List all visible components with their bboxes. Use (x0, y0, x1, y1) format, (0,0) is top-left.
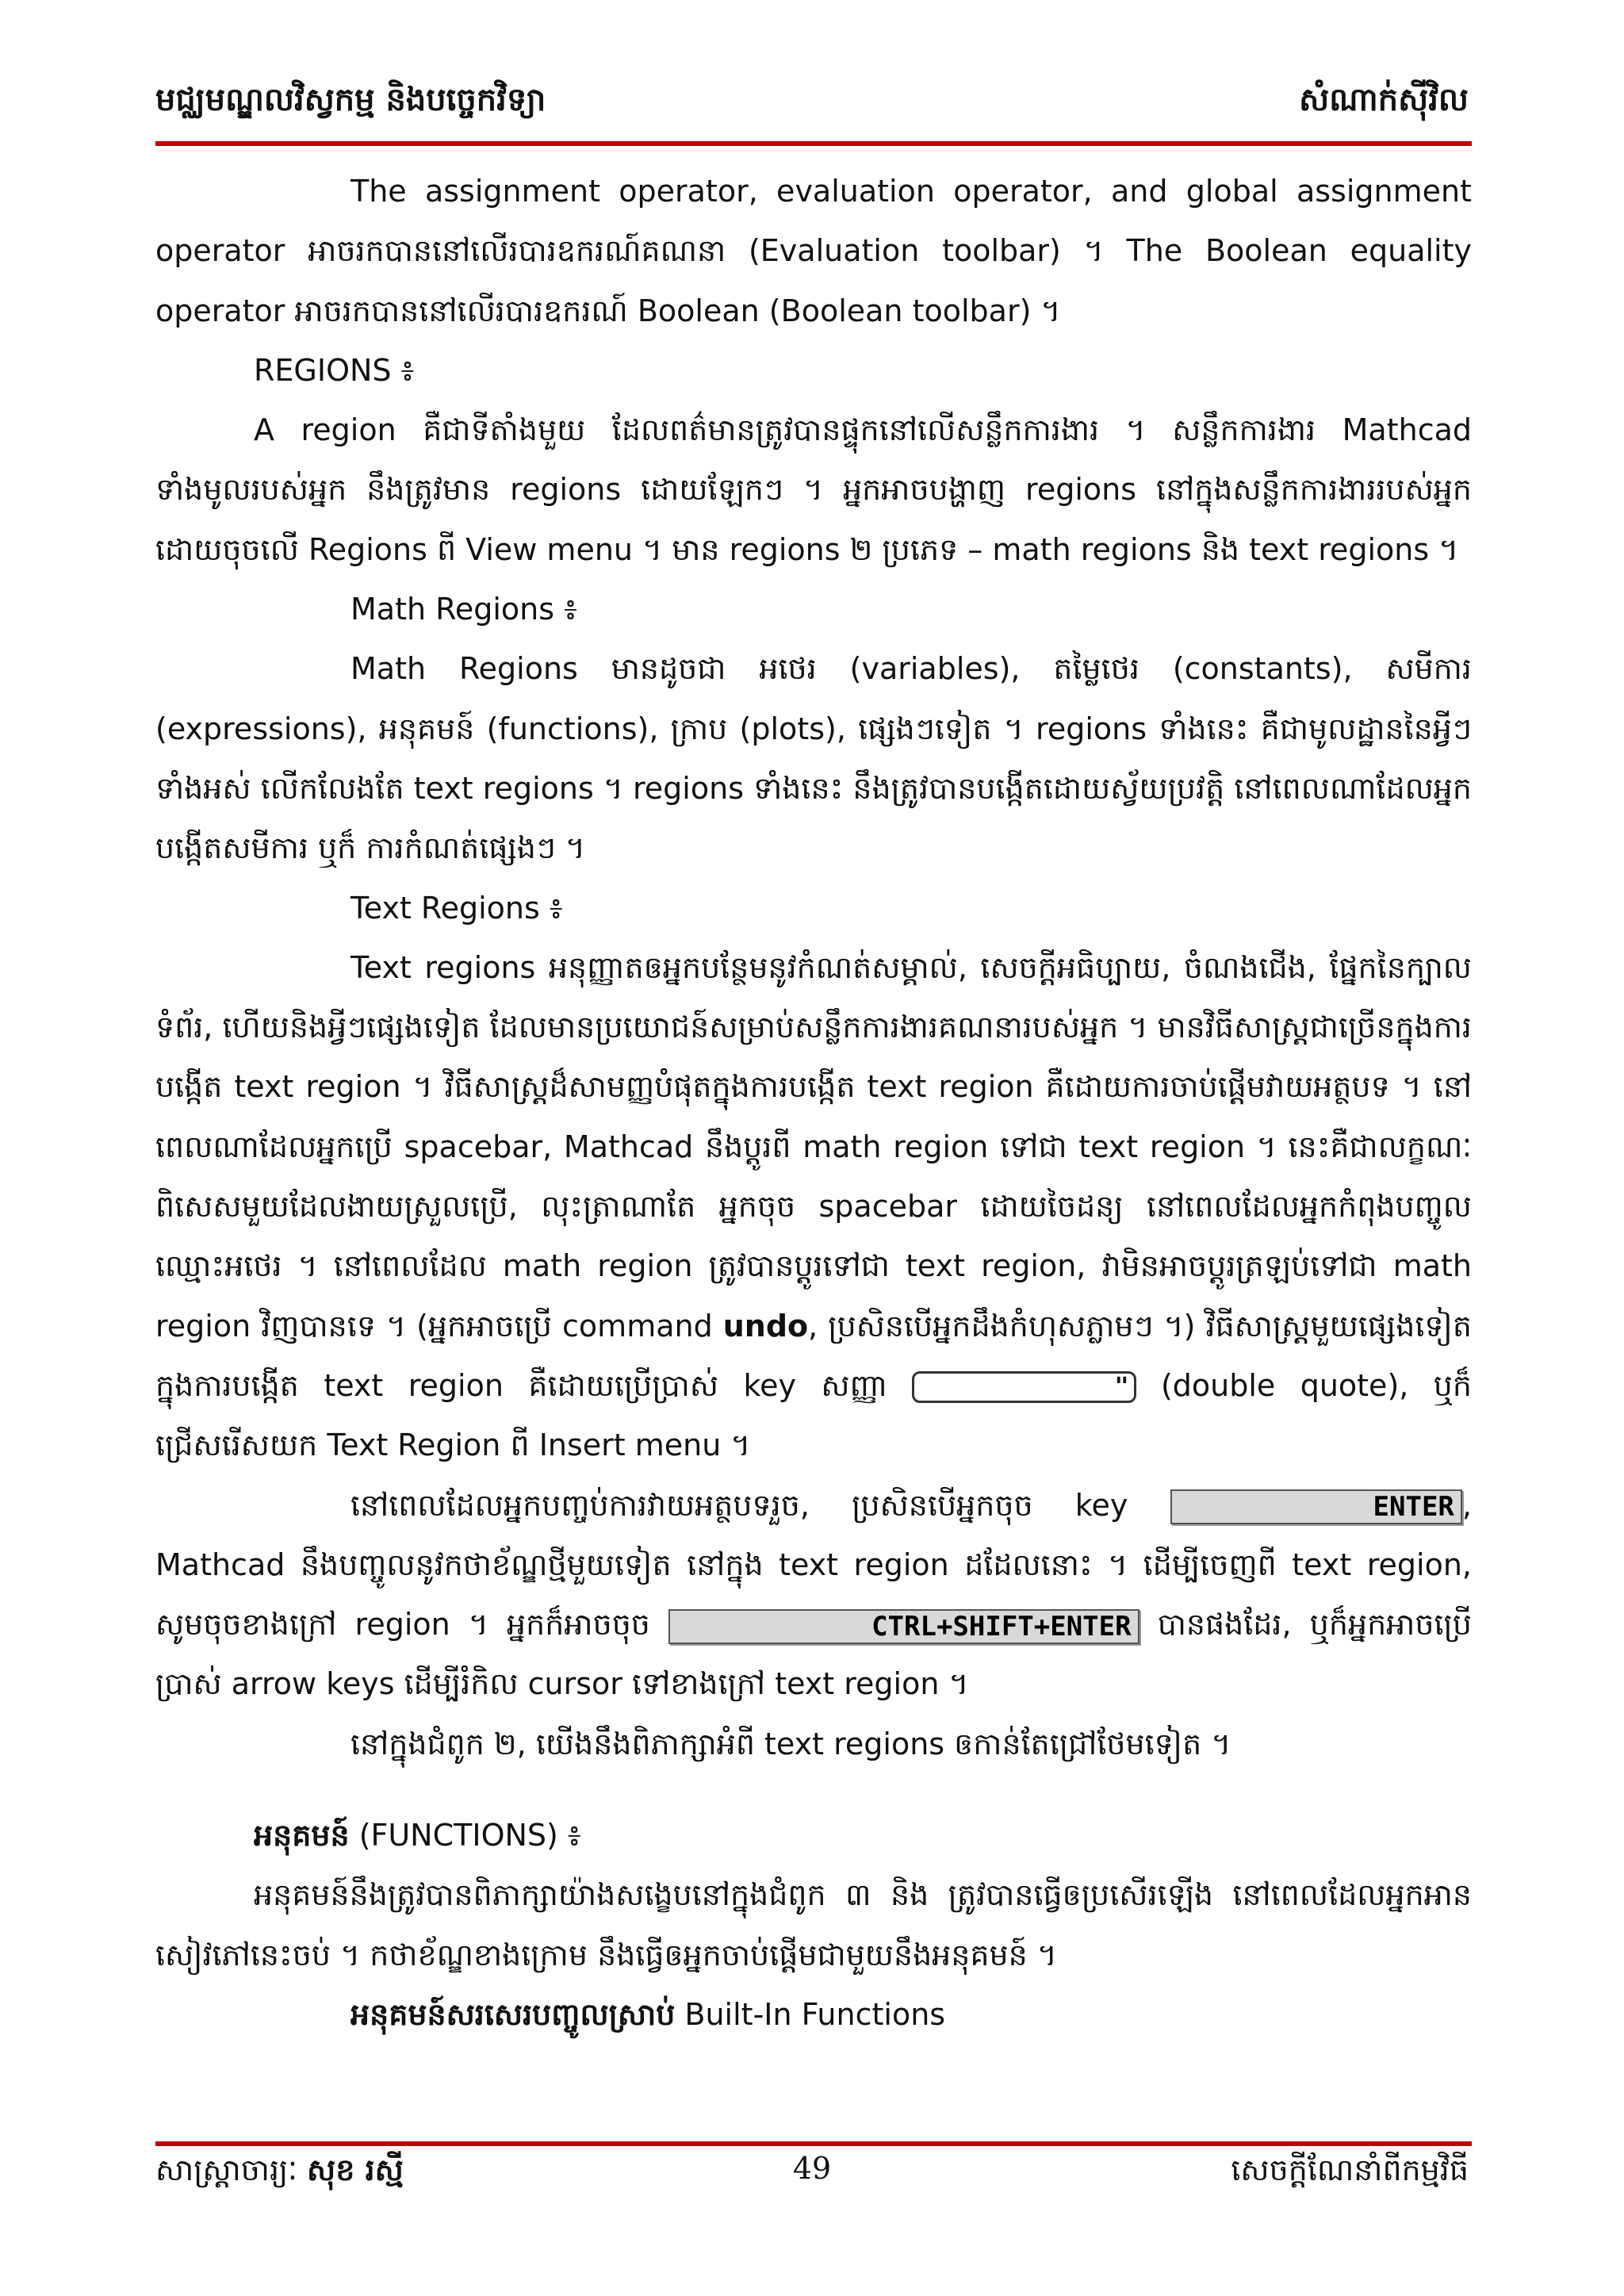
page-header (155, 79, 1469, 127)
paragraph-exit-text-c: បានផងដែរ, ឬក៏អ្នកអាចប្រើប្រាស់ arrow keys ដើម្បីរំកិល cursor ទៅខាងក្រៅ text region ។ (155, 1607, 1472, 1702)
footer-title: សេចក្តីណែនាំពីកម្មវិធី (1231, 2152, 1469, 2187)
paragraph-chapter-reference: នៅក្នុងជំពូក ២, យើងនឹងពិភាក្សាអំពី text regions ឲកាន់តែជ្រៅថែមទៀត ។ (350, 1726, 1231, 1761)
paragraph-text-regions-text-e: ។ (721, 1428, 751, 1463)
command-undo: undo (722, 1308, 809, 1343)
menu-item-regions: Regions (308, 531, 427, 567)
paragraph-text-regions-text-a: Text regions អនុញ្ញាតឲអ្នកបន្ថែមនូវកំណត់សម្គាល់, សេចក្តីអធិប្បាយ, ចំណងជើង, ផ្នែកនៃក្បាលទំព័រ, ហើយនិងអ្វីៗផ្សេងទៀត ដែលមានប្រយោជន៍សម្រាប់សន្លឹកការងារគណនារបស់អ្នក ។ មានវិធីសាស្រ្តជាច្រើនក្នុងការបង្កើត text region ។ វិធីសាស្រ្តដ៏សាមញ្ញបំផុតក្នុងការបង្កើត text region គឺដោយការចាប់ផ្តើមវាយអត្ថបទ ។ នៅពេលណាដែលអ្នកប្រើ spacebar, Mathcad នឹងប្តូរពី math region ទៅជា text region ។ នេះគឺជាលក្ខណៈពិសេសមួយដែលងាយស្រួលប្រើ, លុះត្រាណាតែ អ្នកចុច spacebar ដោយចៃដន្យ នៅពេលដែលអ្នកកំពុងបញ្ចូលឈ្មោះអថេរ ។ នៅពេលដែល math region ត្រូវបានប្តូរទៅជា text region, វាមិនអាចប្តូរត្រឡប់ទៅជា math region វិញបានទេ ។ (អ្នកអាចប្រើ command (155, 949, 1472, 1343)
footer-author-label: សាស្រ្តាចារ្យៈ (155, 2152, 308, 2187)
paragraph-text-regions-text-d: ពី (500, 1428, 539, 1463)
paragraph-text-regions (155, 938, 1472, 1476)
paragraph-regions-text-a: A region គឺជាទីតាំងមួយ ដែលពត៌មានត្រូវបានផ្ទុកនៅលើសន្លឹកការងារ ។ សន្លឹកការងារ Mathcad ទាំងមូលរបស់អ្នក នឹងត្រូវមាន regions ដោយឡែកៗ ។ អ្នកអាចបង្ហាញ regions នៅក្នុងសន្លឹកការងាររបស់អ្នក ដោយចុចលើ (155, 412, 1472, 567)
heading-regions-text: REGIONS ៖ (254, 352, 415, 388)
menu-view: View menu (465, 531, 633, 567)
heading-builtin-kh: អនុគមន៍សរសេរបញ្ចូលស្រាប់ (350, 1996, 676, 2032)
footer-author-name: សុខ រស្មី (307, 2152, 404, 2187)
ctrl-shift-enter-key-icon: CTRL+SHIFT+ENTER (668, 1609, 1139, 1644)
paragraph-math-regions: Math Regions មានដូចជា អថេរ (variables), តម្លៃថេរ (constants), សមីការ (expressions), អនុគមន៍ (functions), ក្រាប (plots), ផ្សេងៗទៀត ។ regions ទាំងនេះ គឺជាមូលដ្ឋាននៃអ្វីៗទាំងអស់ លើកលែងតែ text regions ។ regions ទាំងនេះ នឹងត្រូវបានបង្កើតដោយស្វ័យប្រវត្តិ នៅពេលណាដែលអ្នកបង្កើតសមីការ ឬក៏ ការកំណត់ផ្សេងៗ ។ (155, 651, 1472, 866)
heading-text-regions-text: Text Regions ៖ (350, 890, 563, 926)
paragraph-functions: អនុគមន៍នឹងត្រូវបានពិភាក្សាយ៉ាងសង្ខេបនៅក្នុងជំពូក ៣ និង ត្រូវបានធ្វើឲប្រសើរឡើង នៅពេលដែលអ្នកអានសៀវភៅនេះចប់ ។ កថាខ័ណ្ឌខាងក្រោម នឹងធ្វើឲអ្នកចាប់ផ្តើមជាមួយនឹងអនុគមន៍ ។ (155, 1877, 1472, 1972)
menu-insert: Insert menu (538, 1428, 722, 1463)
menu-item-text-region: Text Region (327, 1428, 501, 1463)
footer-rule (155, 2141, 1472, 2146)
page-body (155, 162, 1472, 2045)
paragraph-exit-text-a: នៅពេលដែលអ្នកបញ្ចប់ការវាយអត្ថបទរួច, ប្រសិនបើអ្នកចុច key (350, 1487, 1170, 1523)
heading-functions (155, 1806, 1472, 1865)
heading-builtin-functions (155, 1985, 1472, 2045)
paragraph-regions-text-b: ពី (427, 531, 466, 567)
double-quote-key-icon: " (912, 1371, 1136, 1403)
heading-functions-kh: អនុគមន៍ (254, 1818, 350, 1853)
paragraph-regions-text-c: ។ មាន regions ២ ប្រភេទ – math regions និង text regions ។ (633, 531, 1459, 567)
paragraph-exit-text-region (155, 1476, 1472, 1715)
paragraph-operators: The assignment operator, evaluation operator, and global assignment operator អាចរកបាននៅលើរបារឧករណ៍គណនា (Evaluation toolbar) ។ The Boolean equality operator អាចរកបាននៅលើរបារឧករណ៍ Boolean (Boolean toolbar) ។ (155, 174, 1472, 328)
heading-math-regions-text: Math Regions ៖ (350, 592, 577, 627)
section-gap (155, 1774, 1472, 1806)
heading-regions (155, 341, 1472, 401)
header-department: សំណាក់ស៊ីវិល (1299, 82, 1469, 118)
enter-key-icon: ENTER (1170, 1489, 1462, 1524)
paragraph-text-regions-text-c: (double quote), ឬក៏ជ្រើសរើសយក (155, 1367, 1472, 1463)
page-footer (155, 2151, 1469, 2198)
heading-text-regions (155, 879, 1472, 938)
heading-functions-en: (FUNCTIONS) ៖ (349, 1818, 581, 1853)
header-institution: មជ្ឈមណ្ឌលវិស្វកម្ម និងបច្ចេកវិទ្យា (155, 82, 546, 118)
paragraph-exit-text-b: , Mathcad នឹងបញ្ចូលនូវកថាខ័ណ្ឌថ្មីមួយទៀត នៅក្នុង text region ដដែលនោះ ។ ដើម្បីចេញពី text region, សូមចុចខាងក្រៅ region ។ អ្នកក៏អាចចុច (155, 1487, 1472, 1642)
heading-math-regions (155, 580, 1472, 639)
paragraph-regions (155, 401, 1472, 580)
paragraph-text-regions-text-b: , ប្រសិនបើអ្នកដឹងកំហុសភ្លាមៗ ។) វិធីសាស្រ្តមួយផ្សេងទៀតក្នុងការបង្កើត text region គឺដោយប្រើប្រាស់ key សញ្ញា (155, 1308, 1472, 1403)
page-number: 49 (792, 2151, 832, 2186)
heading-builtin-en: Built-In Functions (675, 1996, 946, 2032)
header-rule (155, 141, 1472, 146)
